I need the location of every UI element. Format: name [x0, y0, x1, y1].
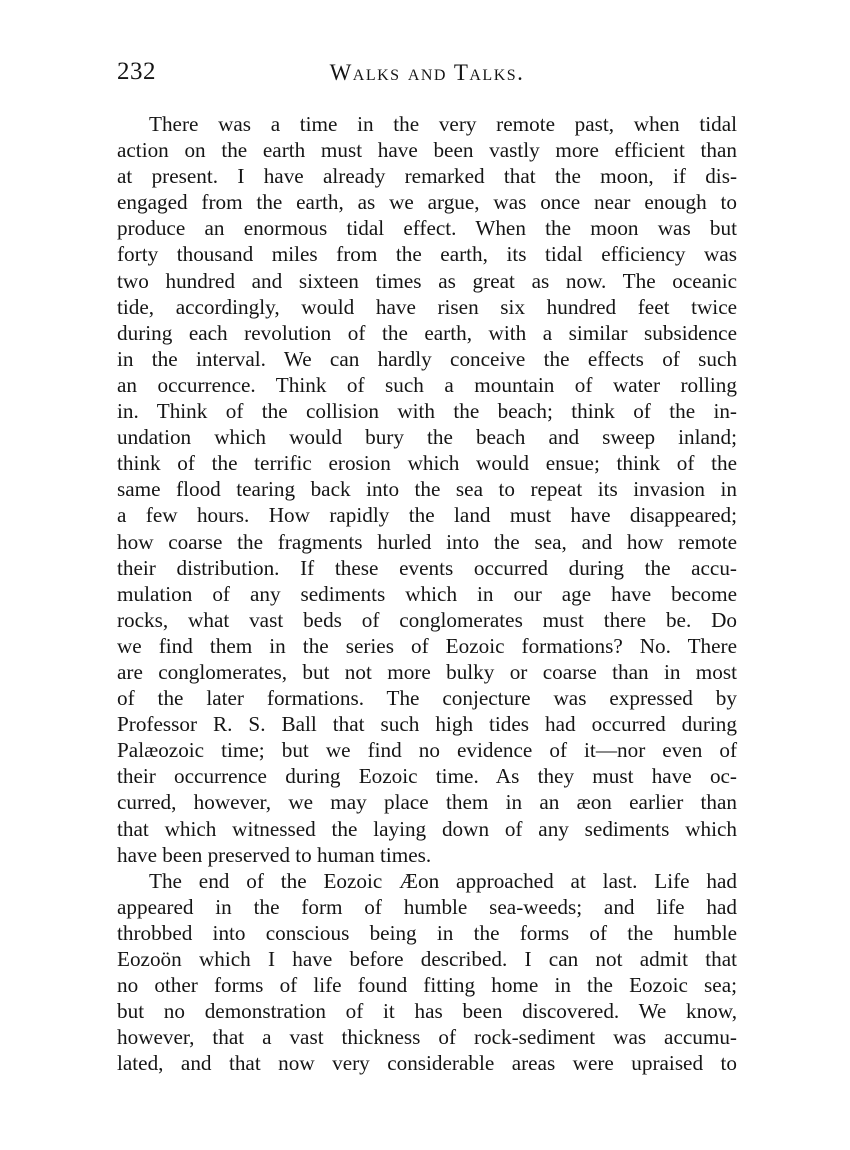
- text-line: have been preserved to human times.: [117, 842, 432, 867]
- text-line: curred, however, we may place them in an æon earlier than: [117, 790, 737, 815]
- text-line: no other forms of life found fitting home in the Eozoic sea;: [117, 973, 737, 998]
- text-line: throbbed into conscious being in the forms of the humble: [117, 920, 737, 945]
- text-line: we find them in the series of Eozoic formations? No. There: [117, 633, 737, 658]
- text-line: but no demonstration of it has been discovered. We know,: [117, 999, 737, 1024]
- text-line: in the interval. We can hardly conceive the effects of such: [117, 346, 737, 371]
- text-line: The end of the Eozoic Æon approached at last. Life had: [149, 868, 737, 893]
- paragraph: [117, 868, 737, 1077]
- text-line: tide, accordingly, would have risen six hundred feet twice: [117, 294, 737, 319]
- text-line: mulation of any sediments which in our age have become: [117, 581, 737, 606]
- text-line: action on the earth must have been vastly more efficient than: [117, 138, 737, 163]
- text-line: a few hours. How rapidly the land must have disappeared;: [117, 503, 737, 528]
- text-line: are conglomerates, but not more bulky or coarse than in most: [117, 659, 737, 684]
- text-line: during each revolution of the earth, with a similar subsidence: [117, 320, 737, 345]
- text-line: think of the terrific erosion which would ensue; think of the: [117, 451, 737, 476]
- text-line: Palæozoic time; but we find no evidence of it—nor even of: [117, 738, 737, 763]
- body-text: [117, 111, 737, 1076]
- text-line: how coarse the fragments hurled into the sea, and how remote: [117, 529, 737, 554]
- text-line: There was a time in the very remote past, when tidal: [149, 112, 737, 136]
- text-line: of the later formations. The conjecture was expressed by: [117, 686, 737, 711]
- text-line: appeared in the form of humble sea-weeds; and life had: [117, 894, 737, 919]
- text-line: engaged from the earth, as we argue, was once near enough to: [117, 190, 737, 215]
- text-line: Professor R. S. Ball that such high tides had occurred during: [117, 712, 737, 737]
- text-line: however, that a vast thickness of rock-sediment was accumu-: [117, 1025, 737, 1050]
- text-line: their occurrence during Eozoic time. As they must have oc-: [117, 764, 737, 789]
- running-head: Walks and Talks.: [329, 60, 525, 85]
- text-line: lated, and that now very considerable areas were upraised to: [117, 1051, 737, 1076]
- text-line: at present. I have already remarked that the moon, if dis-: [117, 164, 737, 189]
- text-line: undation which would bury the beach and sweep inland;: [117, 425, 737, 450]
- text-line: same flood tearing back into the sea to repeat its invasion in: [117, 477, 737, 502]
- text-line: that which witnessed the laying down of any sediments which: [117, 816, 737, 841]
- text-line: forty thousand miles from the earth, its tidal efficiency was: [117, 242, 737, 267]
- page-number: 232: [117, 58, 156, 85]
- text-line: rocks, what vast beds of conglomerates must there be. Do: [117, 607, 737, 632]
- text-line: in. Think of the collision with the beach; think of the in-: [117, 399, 737, 424]
- page-header: [117, 58, 737, 90]
- text-line: two hundred and sixteen times as great as now. The oceanic: [117, 268, 737, 293]
- paragraph: [117, 111, 737, 868]
- text-line: produce an enormous tidal effect. When the moon was but: [117, 216, 737, 241]
- text-line: their distribution. If these events occurred during the accu-: [117, 555, 737, 580]
- text-line: an occurrence. Think of such a mountain of water rolling: [117, 372, 737, 397]
- text-line: Eozoön which I have before described. I can not admit that: [117, 947, 737, 971]
